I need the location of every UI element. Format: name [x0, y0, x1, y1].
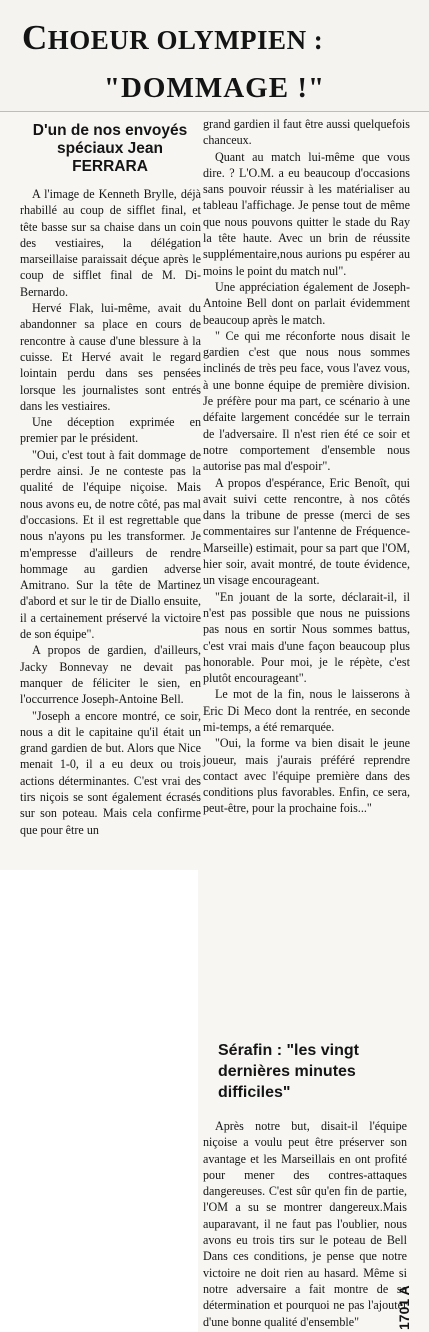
- kicker-initial: C: [22, 18, 48, 57]
- paragraph: Après notre but, disait-il l'équipe niçoise a voulu peut être préserver son avantage et les Marseillais en ont profité pour mener des contres-attaques dangereuses. C'est sûr qu'en fin de partie, l'OM a su se montrer dangereux.Mais auparavant, il ne faut pas l'oublier, nous avons eu trois tirs sur le poteau de Bell Dans ces conditions, je pense que notre victoire ne doit rien au hasard. Même si notre adversaire a fait montre de sa détermination et pourquoi ne pas l'ajouter d'une bonne qualité d'ensemble": [203, 1119, 407, 1329]
- paragraph: Hervé Flak, lui-même, avait du abandonner sa place en cours de rencontre à cause d'une blessure à la cuisse. Et Hervé avait le regard lointain perdu dans ses pensées lorsque les journalistes sont entrés dans les vestiaires.: [20, 301, 201, 413]
- paragraph: "Oui, la forme va bien disait le jeune joueur, mais j'aurais préféré reprendre contact avec l'équipe première dans des conditions plus favorables. Enfin, ce sera, peut-être, pour la prochaine fois...": [203, 736, 410, 816]
- subheading: Sérafin : "les vingt dernières minutes difficiles": [218, 1042, 359, 1101]
- paragraph: Une appréciation également de Joseph-Antoine Bell dont on parlait évidemment beaucoup après le match.: [203, 279, 410, 327]
- paragraph: Le mot de la fin, nous le laisserons à Eric Di Meco dont la rentrée, en seconde mi-temps, a été remarquée.: [203, 687, 410, 734]
- paragraph: "En jouant de la sorte, déclarait-il, il n'est pas possible que nous ne puissions pas nous en sortir Nous sommes battus, c'est vrai mais d'une façon beaucoup plus honorable. Pour moi, je le répète, c'est plutôt encourageant".: [203, 589, 410, 686]
- paragraph: " Ce qui me réconforte nous disait le gardien c'est que nous nous sommes inclinés de très peu face, vous l'avez vous, à une bonne équipe de première division. Je préfère pour ma part, ce scénario à une défaite largement concédée sur le terrain de l'adversaire. Il n'est rien été ce soir et notre comportement d'ensemble nous autorise pas mal d'espoir".: [203, 328, 410, 474]
- kicker: [22, 18, 323, 58]
- paragraph: A propos de gardien, d'ailleurs, Jacky Bonnevay ne devait pas manquer de féliciter le sien, en l'occurrence Joseph-Antoine Bell.: [20, 643, 201, 707]
- right-column: [203, 116, 410, 817]
- paragraph: grand gardien il faut être aussi quelquefois chanceux.: [203, 117, 410, 148]
- byline: D'un de nos envoyés spéciaux Jean FERRARA: [32, 122, 188, 175]
- paragraph: Quant au match lui-même que vous dire. ? L'O.M. a eu beaucoup d'occasions sans pouvoir réussir à les matérialiser au tableau l'affichage. Je pense tout de même que nous pouvons quitter le stade du Ray la tête haute. Avec un brin de réussite supplémentaire,nous aurions pu espérer au moins le point du match nul".: [203, 149, 410, 278]
- archive-reference: 1701 A: [396, 1285, 412, 1330]
- paragraph: "Joseph a encore montré, ce soir, nous a dit le capitaine qu'il était un grand gardien de but. Alors que Nice menait 1-0, il a eu deux ou trois actions déterminantes. C'est vrai des tirs niçois se sont également écrasés sur son poteau. Mais cela confirme que pour être un: [20, 708, 201, 837]
- paragraph: A propos d'espérance, Eric Benoît, qui avait suivi cette rencontre, à nos côtés dans la tribune de presse (merci de ses commentaires sur l'antenne de Fréquence-Marseille) estimait, pour sa part que l'OM, hier soir, avait montré, de toute évidence, un visage encourageant.: [203, 475, 410, 588]
- clipping-edge: [0, 111, 429, 112]
- subhead-column: [203, 1118, 407, 1330]
- paragraph: A l'image de Kenneth Brylle, déjà rhabillé au coup de sifflet final, et tête basse sur sa chaise dans un coin des vestiaires, la délégation marseillaise paraissait déçue après le coup de sifflet final de M. Di-Bernardo.: [20, 187, 201, 299]
- paragraph: "Oui, c'est tout à fait dommage de perdre ainsi. Je ne conteste pas la qualité de l'équipe niçoise. Mais nous avons eu, de notre côté, pas mal d'occasions. Et il est regrettable que nous n'ayons pu les transformer. Je m'empresse d'ailleurs de rendre hommage au gardien adverse Amitrano. Sur la tête de Martinez d'abord et sur le tir de Diallo ensuite, il a certainement préservé la victoire de son équipe".: [20, 447, 201, 642]
- headline: "DOMMAGE !": [103, 72, 326, 104]
- left-column: [20, 186, 201, 838]
- paragraph: Une déception exprimée en premier par le président.: [20, 415, 201, 446]
- kicker-text: HOEUR OLYMPIEN :: [47, 25, 324, 55]
